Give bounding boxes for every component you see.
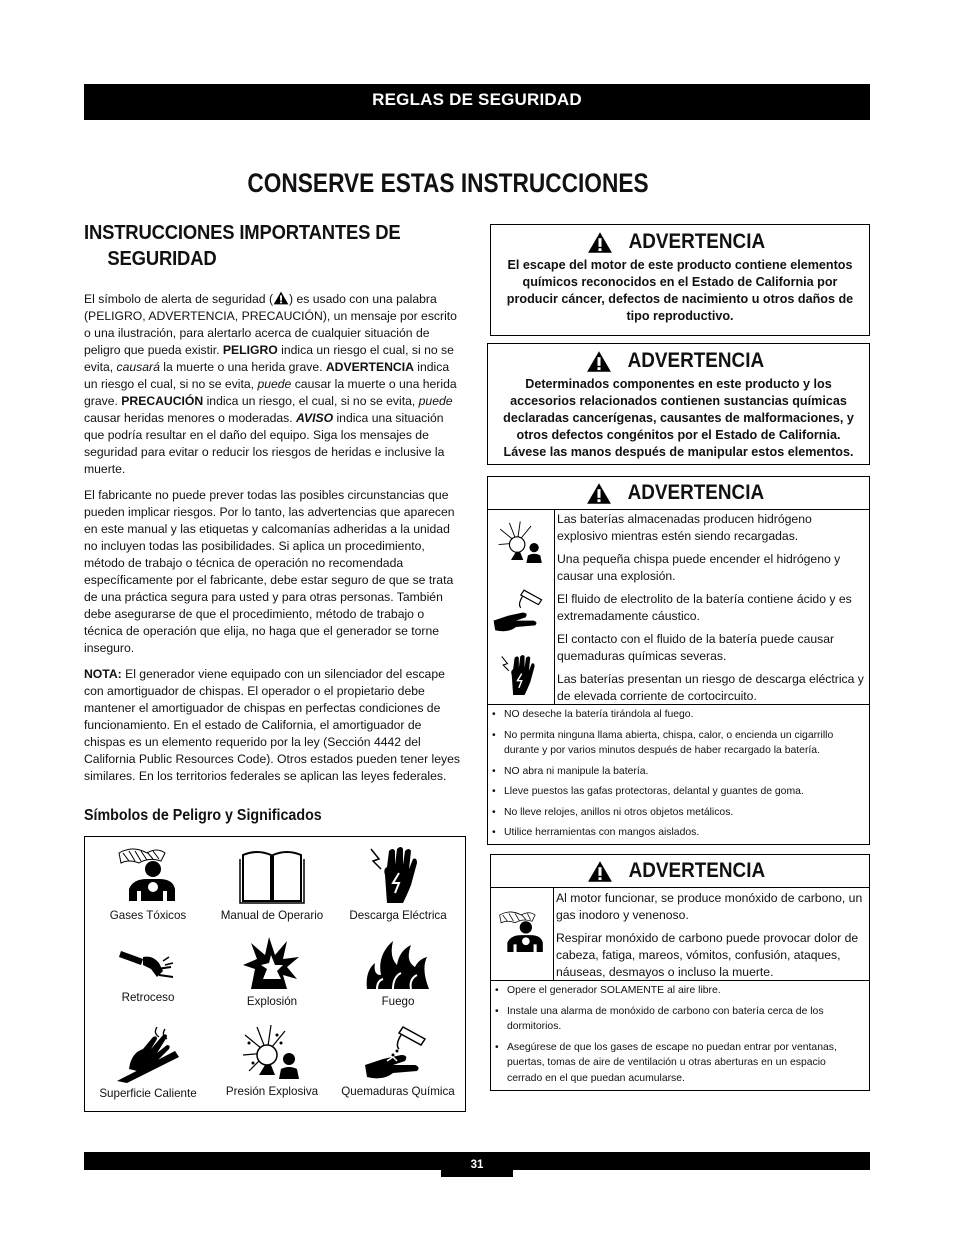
- list-item: • Utilice herramientas con mangos aislados.: [488, 825, 869, 841]
- chemical-burn-icon: [363, 1025, 433, 1081]
- symbol-label: Manual de Operario: [220, 909, 324, 922]
- warning-text: El escape del motor de este producto contiene elementos químicos reconocidos en el Estado de California por producir cáncer, defectos de nacimiento u otros daños de tipo reproductivo.: [506, 258, 854, 323]
- list-item: • NO abra ni manipule la batería.: [488, 764, 869, 780]
- electric-shock-icon: [496, 650, 546, 700]
- warning-header: [491, 225, 869, 259]
- symbol-kickback: [85, 937, 211, 1004]
- symbol-fire: [335, 935, 461, 1008]
- section-header-text: REGLAS DE SEGURIDAD: [372, 90, 582, 109]
- note-paragraph: NOTA: El generador viene equipado con un silenciador del escape con amortiguador de chispas. El operador o el propietario debe mantener el amortiguador de chispas en perfectas condiciones de funcionamiento. En el estado de California, el amortiguador de chispas es un elemento requerido por la ley (Sección 4442 del California Public Resources Code). Otros estados pueden tener leyes similares. En los territorios federales se aplican las leyes federales.: [84, 667, 460, 783]
- warning-triangle-icon: [586, 482, 612, 505]
- list-item: • Instale una alarma de monóxido de carbono con batería cerca de los dormitorios.: [491, 1004, 869, 1035]
- explosive-pressure-icon: [494, 520, 548, 566]
- warning-text: Determinados componentes en este producto y los accesorios relacionados contienen sustancias químicas declaradas cancerígenas, causantes de malformaciones, y otros defectos congénitos por el Estado de California. Lávese las manos después de manipular estos elementos.: [503, 377, 854, 459]
- electric-shock-icon: [363, 845, 433, 905]
- symbol-hot-surface: [85, 1027, 211, 1100]
- left-column: [84, 220, 466, 825]
- list-item: • No lleve relojes, anillos ni otros objetos metálicos.: [488, 805, 869, 821]
- warning-triangle-icon: [587, 860, 613, 883]
- symbol-label: Retroceso: [121, 991, 175, 1004]
- hazard-symbols-box: [84, 836, 466, 1112]
- warning-statement: Las baterías presentan un riesgo de descarga eléctrica y de elevada corriente de cortocircuito.: [557, 672, 864, 703]
- list-item: • NO deseche la batería tirándola al fuego.: [488, 707, 869, 723]
- warning-statements: [555, 510, 869, 704]
- symbol-label: Explosión: [246, 995, 298, 1008]
- section-heading: [84, 220, 428, 272]
- warning-statement: El fluido de electrolito de la batería contiene ácido y es extremadamente cáustico.: [557, 592, 852, 623]
- warning-box-components: [487, 343, 870, 465]
- kickback-icon: [113, 937, 183, 987]
- warning-triangle-icon: [587, 231, 613, 254]
- section-header: [84, 84, 870, 120]
- warning-statement: Las baterías almacenadas producen hidrógeno explosivo mientras estén siendo recargadas.: [557, 512, 812, 543]
- warning-detail-table: [491, 888, 869, 981]
- intro-paragraph: El símbolo de alerta de seguridad ( ) es usado con una palabra (PELIGRO, ADVERTENCIA, PRECAUCIÓN), un mensaje por escrito o una ilustración, para alertarlo acerca de cualquier situación de peligro que pueda existir. PELIGRO indica un riesgo el cual, si no se evita, causará la muerte o una herida grave. ADVERTENCIA indica un riesgo el cual, si no se evita, puede causar la muerte o una herida grave. PRECAUCIÓN indica un riesgo, el cual, si no se evita, puede causar heridas menores o moderadas. AVISO indica una situación que podría resultar en el daño del equipo. Siga los mensajes de seguridad para evitar o reducir los riesgos de heridas e inclusive la muerte.: [84, 292, 457, 476]
- warning-icons: [488, 510, 555, 704]
- symbol-manual: [209, 845, 335, 922]
- hot-surface-icon: [113, 1027, 183, 1083]
- warning-statement: Al motor funcionar, se produce monóxido de carbono, un gas inodoro y venenoso.: [556, 891, 863, 922]
- warning-box-carbon-monoxide: [490, 854, 870, 1091]
- warning-icons: [491, 888, 554, 980]
- symbol-label: Presión Explosiva: [225, 1085, 319, 1098]
- warning-detail-table: [488, 510, 869, 705]
- warning-box-exhaust: [490, 224, 870, 336]
- symbol-label: Fuego: [381, 995, 415, 1008]
- symbol-explosive-pressure: [209, 1025, 335, 1098]
- symbol-label: Gases Tóxicos: [109, 909, 187, 922]
- heading-line-1: INSTRUCCIONES IMPORTANTES DE: [84, 221, 401, 244]
- symbol-explosion: [209, 935, 335, 1008]
- heading-line-2: SEGURIDAD: [107, 247, 217, 270]
- symbol-label: Quemaduras Química: [341, 1085, 455, 1098]
- page-number: 31: [441, 1152, 513, 1177]
- warning-title: ADVERTENCIA: [627, 349, 764, 372]
- chemical-burn-icon: [492, 588, 548, 634]
- symbol-label: Superficie Caliente: [99, 1087, 197, 1100]
- warning-statements: [554, 888, 869, 980]
- list-item: • Asegúrese de que los gases de escape no puedan entrar por ventanas, puertas, tomas de aire de ventilación u otras aberturas en un espacio cerrado en el que puedan acumularse.: [491, 1040, 869, 1087]
- manual-icon: [237, 845, 307, 905]
- warning-title: ADVERTENCIA: [627, 481, 764, 504]
- precaution-list: [488, 705, 869, 841]
- fire-icon: [363, 935, 433, 991]
- symbol-toxic-gas: [85, 845, 211, 922]
- explosion-icon: [237, 935, 307, 991]
- explosive-pressure-icon: [237, 1025, 307, 1081]
- warning-triangle-icon: [586, 350, 612, 373]
- warning-header: [491, 855, 869, 888]
- page-title: CONSERVE ESTAS INSTRUCCIONES: [247, 168, 649, 198]
- warning-header: [488, 344, 869, 378]
- warning-title: ADVERTENCIA: [628, 859, 766, 882]
- warning-header: [488, 477, 869, 510]
- symbol-electric-shock: [335, 845, 461, 922]
- warning-title: ADVERTENCIA: [628, 230, 766, 253]
- safety-alert-icon: [273, 291, 289, 305]
- symbol-label: Descarga Eléctrica: [349, 909, 447, 922]
- warning-statement: El contacto con el fluido de la batería puede causar quemaduras químicas severas.: [557, 632, 835, 663]
- manufacturer-paragraph: El fabricante no puede prever todas las posibles circunstancias que pueden implicar riesgos. Por lo tanto, las advertencias que aparecen en este manual y las etiquetas y calcomanías adheridas a la unidad no incluyen todas las posibilidades. Si aplica un procedimiento, método de trabajo o técnica de operación no recomendada específicamente por el fabricante, debe estar seguro de que se trata de una práctica segura para usted y para otras personas. También debe asegurarse de que el procedimiento, método de trabajo o técnica de operación que elija, no haga que el generador se torne inseguro.: [84, 488, 455, 655]
- list-item: • Lleve puestos las gafas protectoras, delantal y guantes de goma.: [488, 784, 869, 800]
- symbol-chemical-burn: [335, 1025, 461, 1098]
- list-item: • Opere el generador SOLAMENTE al aire libre.: [491, 983, 869, 999]
- toxic-gas-icon: [495, 908, 549, 956]
- toxic-gas-icon: [113, 845, 183, 905]
- warning-statement: Respirar monóxido de carbono puede provocar dolor de cabeza, fatiga, mareos, vómitos, confusión, ataques, náuseas, desmayos o incluso la muerte.: [556, 931, 859, 979]
- warning-statement: Una pequeña chispa puede encender el hidrógeno y causar una explosión.: [557, 552, 841, 583]
- warning-box-battery: [487, 476, 870, 845]
- list-item: • No permita ninguna llama abierta, chispa, calor, o encienda un cigarrillo durante y por varios minutos después de haber recargado la batería.: [488, 728, 869, 759]
- precaution-list: [491, 981, 869, 1086]
- symbols-title: Símbolos de Peligro y Significados: [84, 807, 322, 824]
